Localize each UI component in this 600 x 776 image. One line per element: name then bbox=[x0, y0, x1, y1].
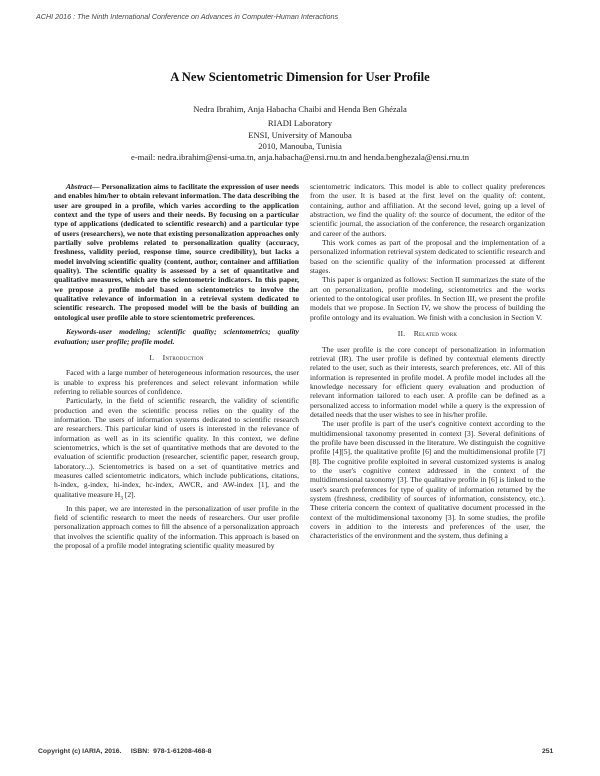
abstract-dash: — bbox=[92, 182, 102, 191]
affiliation-university: ENSI, University of Manouba bbox=[248, 129, 352, 140]
organization-paragraph: This paper is organized as follows: Section II summarizes the state of the art on personalization, profile modeling, scientometrics and the works oriented to the ontological user profiles. In Section III, we present the profile models that we propose. In Section IV, we show the process of building the profile ontology and its evaluation. We finish with a conclusion in Section V. bbox=[310, 275, 545, 322]
intro-p2-end: [2]. bbox=[122, 489, 136, 499]
abstract-text: Personalization aims to facilitate the expression of user needs and enables him/her to obtain relevant information. The data describing the user are grouped in a profile, which varies according to the application context and the type of users and their needs. By focusing on a particular type of applications (dedicated to scientific research) and a particular type of users (researchers), we note that existing personalization approaches only partially solve problems related to personalization quality (accuracy, freshness, validity period, response time, source credibility), but lacks a model involving scientific quality (content, author, container and affiliation quality). The scientific quality is assessed by a set of quantitative and qualitative measures, which are the scientometric indicators. In this paper, we propose a profile model based on scientometrics to involve the qualitative relevance of information in a retrieval system dedicated to scientific research. The proposed model will be the basis of building an ontological user profile able to store scientometric preferences. bbox=[54, 182, 299, 322]
intro-paragraph-3: In this paper, we are interested in the personalization of user profile in the field of scientific research to meet the needs of researchers. Our user profile personalization approach comes to fill the absence of a personalization approach that involves the scientific quality of the information. This approach is based on the proposal of a profile model integrating scientific quality measured by bbox=[54, 503, 299, 550]
section-heading-introduction bbox=[54, 353, 299, 362]
left-column bbox=[54, 182, 299, 550]
abstract-label: Abstract bbox=[66, 182, 92, 191]
running-head: ACHI 2016 : The Ninth International Conference on Advances in Computer-Human Interactions bbox=[36, 12, 339, 21]
footer-copyright: Copyright (c) IARIA, 2016. ISBN: 978-1-61208-468-8 bbox=[38, 748, 212, 755]
related-work-paragraph-1: The user profile is the core concept of personalization in information retrieval (IR). The user profile is defined by contextual elements directly related to the user, such as their interests, search preferences, etc. All of this information is represented in profile model. A profile model includes all the knowledge necessary for efficient query evaluation and production of relevant information tailored to each user. A profile can be defined as a personalized access to information model while a query is the expression of detailed needs that the user wishes to see in his/her profile. bbox=[310, 344, 545, 419]
continued-paragraph: scientometric indicators. This model is able to collect quality preferences from the user. It is based at the first level on the quality of: content, containing, author and affiliation. At the second level, going up a level of abstraction, we find the quality of: the source of document, the editor of the scientific journal, the association of the conference, the research organization and career of the authors. bbox=[310, 182, 545, 238]
footer-page-number: 251 bbox=[542, 748, 554, 755]
intro-paragraph-2 bbox=[54, 396, 299, 503]
related-work-paragraph-2: The user profile is part of the user's cognitive context according to the multidimensional taxonomy presented in context [3]. Several definitions of the profile have been discussed in the literature. We distinguish the cognitive profile [4][5], the qualitative profile [6] and the multidimensional profile [7][8]. The cognitive profile exploited in several customized systems is analog to the user's cognitive context addressed in the context of the multidimensional taxonomy [3]. The qualitative profile in [6] is linked to the user's search preferences for type of quality of information returned by the system (freshness, credibility of sources of information, consistency, etc.). These criteria concern the context of qualitative document processed in the context of the multidimensional taxonomy [3]. In some studies, the profile covers in addition to the interests and preferences of the user, the characteristics of the environment and the system, thus defining a bbox=[310, 419, 545, 541]
work-paragraph: This work comes as part of the proposal and the implementation of a personalized information retrieval system dedicated to scientific research and based on the scientific quality of the information processed at different stages. bbox=[310, 238, 545, 276]
keywords bbox=[54, 327, 299, 346]
section2-number: II. bbox=[397, 329, 406, 339]
section1-title: Introduction bbox=[162, 352, 204, 362]
keywords-label: Keywords- bbox=[66, 327, 99, 337]
paper-title: A New Scientometric Dimension for User Profile bbox=[170, 70, 430, 84]
intro-p2-subscript: 3 bbox=[120, 495, 123, 502]
affiliation-lab: RIADI Laboratory bbox=[267, 118, 333, 129]
author-emails: e-mail: nedra.ibrahim@ensi-uma.tn, anja.habacha@ensi.rnu.tn and henda.benghezala@ensi.rnu.tn bbox=[130, 152, 469, 163]
right-column bbox=[310, 182, 545, 541]
section1-number: I. bbox=[149, 352, 155, 362]
keywords-text: user modeling; scientific quality; scientometrics; quality evaluation; user profile; profile model. bbox=[54, 327, 299, 346]
affiliation-address: 2010, Manouba, Tunisia bbox=[258, 140, 342, 151]
section2-title: Related work bbox=[413, 329, 458, 339]
intro-p2-text: Particularly, in the field of scientific research, the validity of scientific production and even the scientific process relies on the quality of the information. The users of information systems dedicated to scientific research are researchers. This particular kind of users is interested in the relevance of information as well as in its scientific quality. In this context, we define scientometrics, which is the set of quantitative methods that are devoted to the evaluation of scientific production (researcher, scientific paper, research group, laboratory...). Scientometrics is based on a set of quantitative metrics and measures called scientometric indicators, which include publications, citations, h-index, g-index, hi-index, hc-index, AWCR, and AW-index [1], and the qualitative measure H bbox=[54, 396, 299, 499]
section-heading-related-work bbox=[310, 329, 545, 338]
author-names: Nedra Ibrahim, Anja Habacha Chaibi and Henda Ben Ghézala bbox=[193, 104, 407, 114]
author-block bbox=[0, 104, 600, 163]
intro-paragraph-1: Faced with a large number of heterogeneous information resources, the user is unable to express his preferences and select relevant information while referring to reliable sources of confidence. bbox=[54, 368, 299, 396]
abstract bbox=[54, 182, 299, 322]
